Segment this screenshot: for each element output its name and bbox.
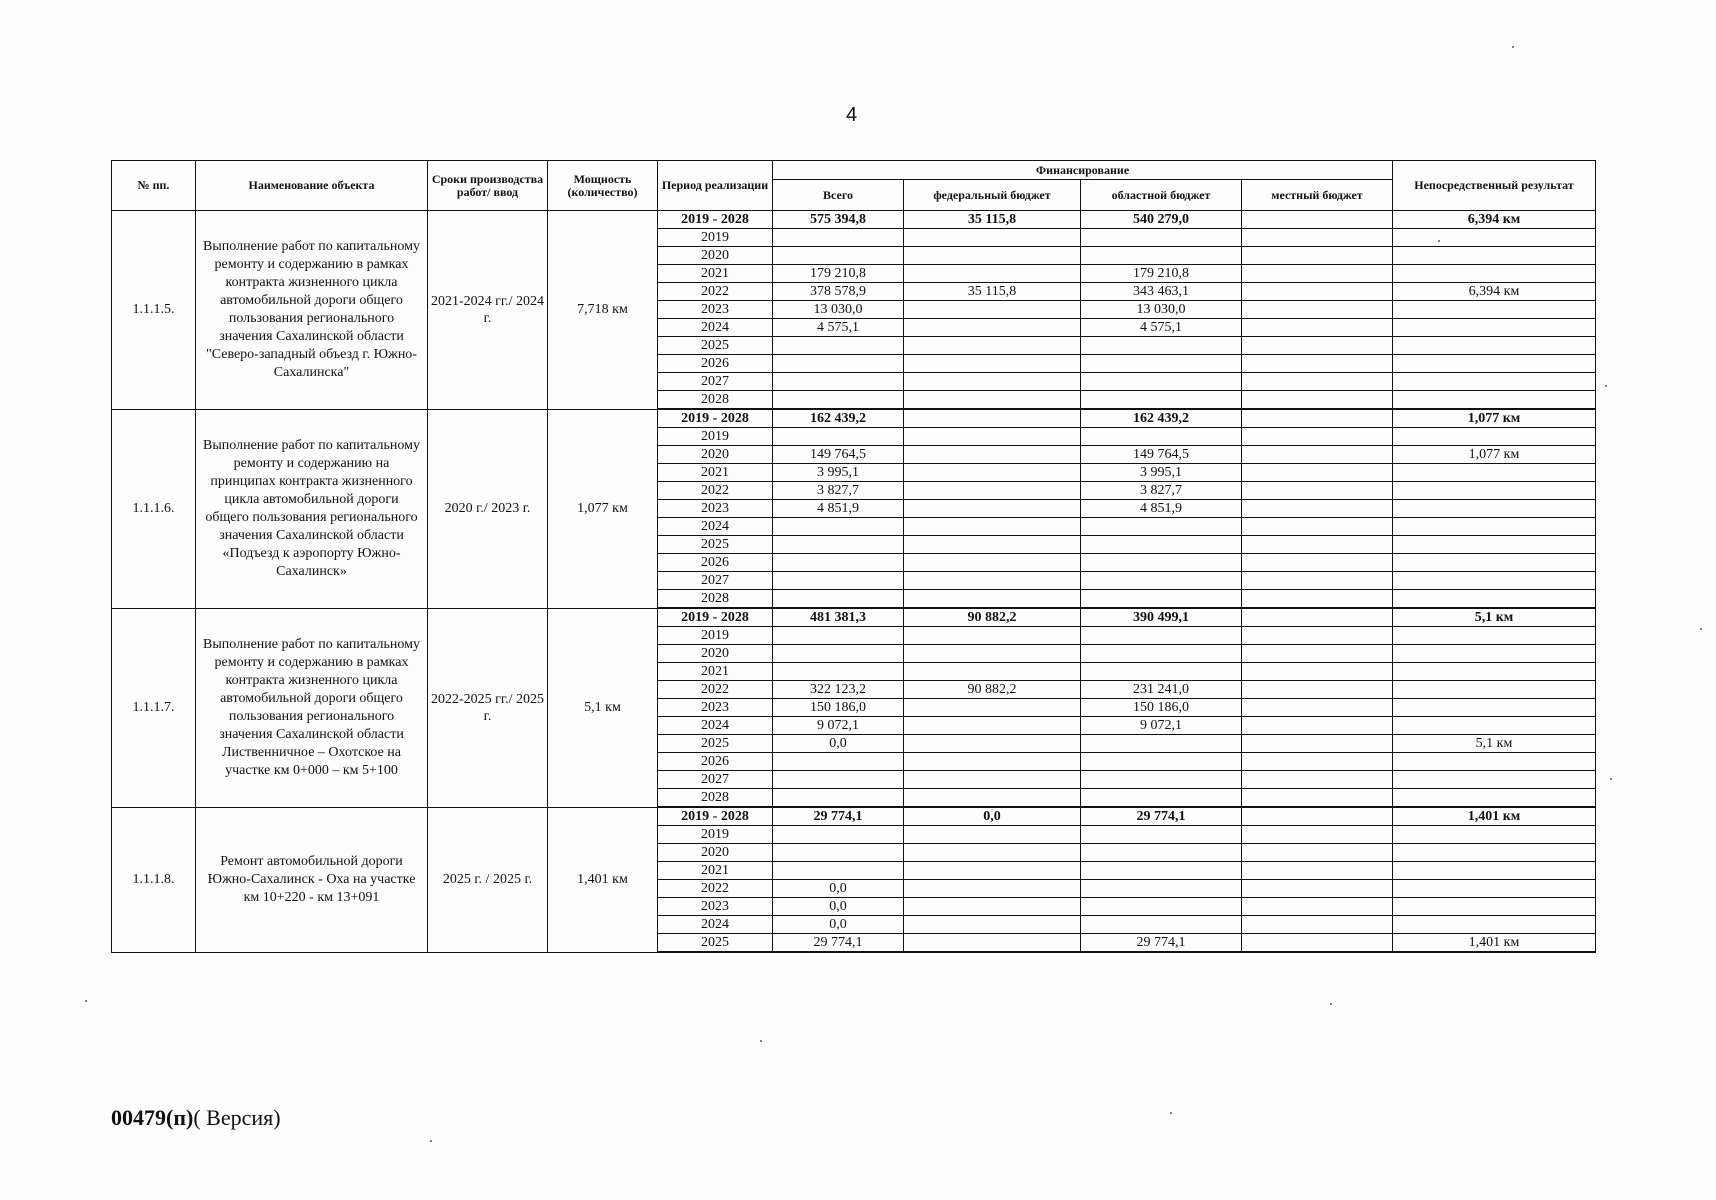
period-cell: 2019 - 2028: [658, 211, 773, 229]
regional-cell: 3 827,7: [1081, 482, 1242, 500]
local-cell: [1242, 934, 1393, 953]
regional-cell: [1081, 590, 1242, 609]
regional-cell: [1081, 355, 1242, 373]
result-cell: 5,1 км: [1393, 608, 1596, 627]
total-cell: [773, 663, 904, 681]
local-cell: [1242, 572, 1393, 590]
total-cell: [773, 572, 904, 590]
result-cell: [1393, 247, 1596, 265]
regional-cell: [1081, 771, 1242, 789]
header-period: Период реализации: [658, 161, 773, 211]
regional-cell: [1081, 916, 1242, 934]
local-cell: [1242, 247, 1393, 265]
header-name: Наименование объекта: [196, 161, 428, 211]
total-cell: [773, 337, 904, 355]
regional-cell: [1081, 554, 1242, 572]
local-cell: [1242, 753, 1393, 771]
object-number: 1.1.1.7.: [112, 608, 196, 807]
result-cell: [1393, 536, 1596, 554]
object-name: Выполнение работ по капитальному ремонту и содержанию в рамках контракта жизненного цикла автомобильной дороги общего пользования регионального значения Сахалинской области "Северо-западный объезд г. Южно-Сахалинска": [196, 211, 428, 410]
local-cell: [1242, 428, 1393, 446]
regional-cell: 179 210,8: [1081, 265, 1242, 283]
header-total: Всего: [773, 180, 904, 211]
regional-cell: [1081, 428, 1242, 446]
scan-speck: [1512, 46, 1514, 48]
period-cell: 2024: [658, 717, 773, 735]
total-cell: [773, 753, 904, 771]
result-cell: [1393, 229, 1596, 247]
result-cell: [1393, 500, 1596, 518]
regional-cell: [1081, 518, 1242, 536]
local-cell: [1242, 337, 1393, 355]
period-cell: 2020: [658, 645, 773, 663]
result-cell: 1,077 км: [1393, 409, 1596, 428]
total-cell: 150 186,0: [773, 699, 904, 717]
result-cell: [1393, 681, 1596, 699]
local-cell: [1242, 771, 1393, 789]
result-cell: [1393, 518, 1596, 536]
total-cell: 0,0: [773, 735, 904, 753]
result-cell: 6,394 км: [1393, 283, 1596, 301]
result-cell: [1393, 862, 1596, 880]
period-cell: 2021: [658, 464, 773, 482]
regional-cell: [1081, 572, 1242, 590]
scan-speck: [760, 1040, 762, 1042]
regional-cell: [1081, 229, 1242, 247]
total-cell: 0,0: [773, 916, 904, 934]
period-cell: 2024: [658, 518, 773, 536]
result-cell: [1393, 554, 1596, 572]
local-cell: [1242, 681, 1393, 699]
regional-cell: 150 186,0: [1081, 699, 1242, 717]
scan-speck: [1170, 1112, 1172, 1114]
header-result: Непосредственный результат: [1393, 161, 1596, 211]
federal-cell: [904, 247, 1081, 265]
total-cell: [773, 518, 904, 536]
federal-cell: [904, 717, 1081, 735]
result-cell: 1,401 км: [1393, 934, 1596, 953]
local-cell: [1242, 355, 1393, 373]
total-cell: 575 394,8: [773, 211, 904, 229]
regional-cell: 29 774,1: [1081, 807, 1242, 826]
document-id: [111, 1105, 281, 1131]
header-financing: Финансирование: [773, 161, 1393, 180]
federal-cell: 90 882,2: [904, 608, 1081, 627]
total-cell: 9 072,1: [773, 717, 904, 735]
object-terms: 2022-2025 гг./ 2025 г.: [428, 608, 548, 807]
result-cell: [1393, 916, 1596, 934]
total-cell: 4 851,9: [773, 500, 904, 518]
period-cell: 2028: [658, 590, 773, 609]
federal-cell: 35 115,8: [904, 283, 1081, 301]
period-cell: 2021: [658, 862, 773, 880]
page-number: 4: [846, 104, 858, 126]
federal-cell: [904, 572, 1081, 590]
local-cell: [1242, 590, 1393, 609]
scan-speck: [1700, 628, 1702, 630]
object-terms: 2020 г./ 2023 г.: [428, 409, 548, 608]
local-cell: [1242, 446, 1393, 464]
local-cell: [1242, 301, 1393, 319]
result-cell: [1393, 337, 1596, 355]
federal-cell: [904, 590, 1081, 609]
result-cell: [1393, 663, 1596, 681]
local-cell: [1242, 789, 1393, 808]
financing-table: [111, 160, 1596, 953]
scan-speck: [1605, 385, 1607, 387]
total-cell: 4 575,1: [773, 319, 904, 337]
period-cell: 2023: [658, 699, 773, 717]
period-cell: 2025: [658, 934, 773, 953]
regional-cell: 540 279,0: [1081, 211, 1242, 229]
regional-cell: 29 774,1: [1081, 934, 1242, 953]
federal-cell: [904, 735, 1081, 753]
local-cell: [1242, 373, 1393, 391]
federal-cell: [904, 518, 1081, 536]
local-cell: [1242, 844, 1393, 862]
local-cell: [1242, 645, 1393, 663]
federal-cell: [904, 627, 1081, 645]
regional-cell: 13 030,0: [1081, 301, 1242, 319]
object-number: 1.1.1.5.: [112, 211, 196, 410]
object-name: Ремонт автомобильной дороги Южно-Сахалинск - Оха на участке км 10+220 - км 13+091: [196, 807, 428, 952]
federal-cell: [904, 826, 1081, 844]
object-terms: 2021-2024 гг./ 2024 г.: [428, 211, 548, 410]
local-cell: [1242, 862, 1393, 880]
result-cell: [1393, 572, 1596, 590]
local-cell: [1242, 464, 1393, 482]
federal-cell: 35 115,8: [904, 211, 1081, 229]
regional-cell: 4 575,1: [1081, 319, 1242, 337]
federal-cell: [904, 645, 1081, 663]
period-cell: 2024: [658, 319, 773, 337]
scan-speck: [1610, 778, 1612, 780]
period-cell: 2020: [658, 446, 773, 464]
local-cell: [1242, 627, 1393, 645]
total-cell: [773, 554, 904, 572]
period-cell: 2019: [658, 229, 773, 247]
local-cell: [1242, 717, 1393, 735]
period-cell: 2022: [658, 482, 773, 500]
period-cell: 2023: [658, 301, 773, 319]
federal-cell: [904, 771, 1081, 789]
regional-cell: 3 995,1: [1081, 464, 1242, 482]
table-body: [112, 211, 1596, 953]
header-regional: областной бюджет: [1081, 180, 1242, 211]
total-cell: [773, 536, 904, 554]
federal-cell: [904, 844, 1081, 862]
local-cell: [1242, 880, 1393, 898]
period-cell: 2022: [658, 681, 773, 699]
table-row: [112, 807, 1596, 826]
total-cell: [773, 789, 904, 808]
local-cell: [1242, 229, 1393, 247]
local-cell: [1242, 826, 1393, 844]
object-capacity: 5,1 км: [548, 608, 658, 807]
period-cell: 2022: [658, 283, 773, 301]
table-row: [112, 211, 1596, 229]
result-cell: [1393, 265, 1596, 283]
local-cell: [1242, 807, 1393, 826]
period-cell: 2027: [658, 373, 773, 391]
regional-cell: 343 463,1: [1081, 283, 1242, 301]
period-cell: 2028: [658, 391, 773, 410]
federal-cell: [904, 373, 1081, 391]
result-cell: [1393, 373, 1596, 391]
local-cell: [1242, 211, 1393, 229]
total-cell: 29 774,1: [773, 934, 904, 953]
period-cell: 2019: [658, 428, 773, 446]
total-cell: 0,0: [773, 898, 904, 916]
object-capacity: 7,718 км: [548, 211, 658, 410]
total-cell: [773, 229, 904, 247]
federal-cell: [904, 536, 1081, 554]
total-cell: [773, 590, 904, 609]
result-cell: [1393, 771, 1596, 789]
result-cell: [1393, 717, 1596, 735]
document-id-code: 00479(п): [111, 1105, 194, 1130]
federal-cell: [904, 229, 1081, 247]
period-cell: 2020: [658, 844, 773, 862]
federal-cell: [904, 554, 1081, 572]
period-cell: 2019 - 2028: [658, 409, 773, 428]
federal-cell: [904, 663, 1081, 681]
result-cell: [1393, 391, 1596, 410]
regional-cell: [1081, 753, 1242, 771]
total-cell: [773, 247, 904, 265]
total-cell: 3 827,7: [773, 482, 904, 500]
header-local: местный бюджет: [1242, 180, 1393, 211]
total-cell: [773, 844, 904, 862]
result-cell: [1393, 826, 1596, 844]
header-terms: Сроки производства работ/ ввод: [428, 161, 548, 211]
document-version: ( Версия): [193, 1105, 281, 1130]
federal-cell: [904, 699, 1081, 717]
result-cell: [1393, 789, 1596, 808]
object-number: 1.1.1.8.: [112, 807, 196, 952]
period-cell: 2026: [658, 554, 773, 572]
federal-cell: [904, 500, 1081, 518]
period-cell: 2025: [658, 337, 773, 355]
federal-cell: [904, 464, 1081, 482]
federal-cell: [904, 880, 1081, 898]
total-cell: 0,0: [773, 880, 904, 898]
result-cell: [1393, 844, 1596, 862]
result-cell: [1393, 482, 1596, 500]
local-cell: [1242, 663, 1393, 681]
result-cell: 6,394 км: [1393, 211, 1596, 229]
regional-cell: [1081, 337, 1242, 355]
period-cell: 2026: [658, 355, 773, 373]
period-cell: 2026: [658, 753, 773, 771]
total-cell: [773, 771, 904, 789]
total-cell: 149 764,5: [773, 446, 904, 464]
total-cell: [773, 645, 904, 663]
period-cell: 2025: [658, 536, 773, 554]
period-cell: 2020: [658, 247, 773, 265]
federal-cell: [904, 409, 1081, 428]
federal-cell: [904, 391, 1081, 410]
local-cell: [1242, 500, 1393, 518]
total-cell: 179 210,8: [773, 265, 904, 283]
header-num: № пп.: [112, 161, 196, 211]
result-cell: 1,077 км: [1393, 446, 1596, 464]
total-cell: [773, 391, 904, 410]
federal-cell: [904, 789, 1081, 808]
period-cell: 2023: [658, 500, 773, 518]
federal-cell: [904, 337, 1081, 355]
local-cell: [1242, 319, 1393, 337]
period-cell: 2019 - 2028: [658, 807, 773, 826]
result-cell: [1393, 898, 1596, 916]
federal-cell: [904, 446, 1081, 464]
scan-speck: [1438, 240, 1440, 242]
regional-cell: 390 499,1: [1081, 608, 1242, 627]
regional-cell: [1081, 627, 1242, 645]
federal-cell: [904, 482, 1081, 500]
local-cell: [1242, 608, 1393, 627]
federal-cell: [904, 862, 1081, 880]
total-cell: [773, 862, 904, 880]
result-cell: [1393, 355, 1596, 373]
table-row: [112, 409, 1596, 428]
regional-cell: 149 764,5: [1081, 446, 1242, 464]
federal-cell: 0,0: [904, 807, 1081, 826]
federal-cell: 90 882,2: [904, 681, 1081, 699]
local-cell: [1242, 916, 1393, 934]
regional-cell: [1081, 735, 1242, 753]
object-capacity: 1,401 км: [548, 807, 658, 952]
period-cell: 2019: [658, 627, 773, 645]
federal-cell: [904, 355, 1081, 373]
total-cell: 29 774,1: [773, 807, 904, 826]
federal-cell: [904, 916, 1081, 934]
total-cell: 3 995,1: [773, 464, 904, 482]
header-federal: федеральный бюджет: [904, 180, 1081, 211]
regional-cell: [1081, 247, 1242, 265]
total-cell: 378 578,9: [773, 283, 904, 301]
result-cell: [1393, 699, 1596, 717]
scan-speck: [430, 1140, 432, 1142]
object-name: Выполнение работ по капитальному ремонту и содержанию в рамках контракта жизненного цикла автомобильной дороги общего пользования регионального значения Сахалинской области Лиственничное – Охотское на участке км 0+000 – км 5+100: [196, 608, 428, 807]
result-cell: [1393, 428, 1596, 446]
regional-cell: [1081, 373, 1242, 391]
period-cell: 2027: [658, 572, 773, 590]
total-cell: 322 123,2: [773, 681, 904, 699]
local-cell: [1242, 409, 1393, 428]
federal-cell: [904, 934, 1081, 953]
result-cell: [1393, 301, 1596, 319]
object-terms: 2025 г. / 2025 г.: [428, 807, 548, 952]
total-cell: [773, 627, 904, 645]
regional-cell: [1081, 862, 1242, 880]
period-cell: 2019: [658, 826, 773, 844]
period-cell: 2027: [658, 771, 773, 789]
period-cell: 2022: [658, 880, 773, 898]
object-capacity: 1,077 км: [548, 409, 658, 608]
period-cell: 2028: [658, 789, 773, 808]
scan-speck: [85, 1000, 87, 1002]
period-cell: 2021: [658, 265, 773, 283]
result-cell: [1393, 464, 1596, 482]
regional-cell: 231 241,0: [1081, 681, 1242, 699]
federal-cell: [904, 319, 1081, 337]
local-cell: [1242, 482, 1393, 500]
regional-cell: [1081, 645, 1242, 663]
local-cell: [1242, 699, 1393, 717]
period-cell: 2024: [658, 916, 773, 934]
total-cell: [773, 826, 904, 844]
result-cell: 1,401 км: [1393, 807, 1596, 826]
federal-cell: [904, 428, 1081, 446]
regional-cell: [1081, 789, 1242, 808]
result-cell: 5,1 км: [1393, 735, 1596, 753]
local-cell: [1242, 518, 1393, 536]
local-cell: [1242, 735, 1393, 753]
total-cell: 162 439,2: [773, 409, 904, 428]
regional-cell: [1081, 391, 1242, 410]
object-number: 1.1.1.6.: [112, 409, 196, 608]
local-cell: [1242, 898, 1393, 916]
period-cell: 2019 - 2028: [658, 608, 773, 627]
federal-cell: [904, 753, 1081, 771]
regional-cell: 162 439,2: [1081, 409, 1242, 428]
federal-cell: [904, 898, 1081, 916]
result-cell: [1393, 627, 1596, 645]
total-cell: 481 381,3: [773, 608, 904, 627]
object-name: Выполнение работ по капитальному ремонту и содержанию на принципах контракта жизненного цикла автомобильной дороги общего пользования регионального значения Сахалинской области «Подъезд к аэропорту Южно-Сахалинск»: [196, 409, 428, 608]
period-cell: 2025: [658, 735, 773, 753]
result-cell: [1393, 880, 1596, 898]
total-cell: 13 030,0: [773, 301, 904, 319]
result-cell: [1393, 753, 1596, 771]
result-cell: [1393, 645, 1596, 663]
regional-cell: 9 072,1: [1081, 717, 1242, 735]
period-cell: 2021: [658, 663, 773, 681]
federal-cell: [904, 265, 1081, 283]
federal-cell: [904, 301, 1081, 319]
local-cell: [1242, 536, 1393, 554]
local-cell: [1242, 283, 1393, 301]
regional-cell: [1081, 898, 1242, 916]
table-row: [112, 608, 1596, 627]
local-cell: [1242, 391, 1393, 410]
regional-cell: [1081, 536, 1242, 554]
regional-cell: [1081, 826, 1242, 844]
total-cell: [773, 428, 904, 446]
total-cell: [773, 373, 904, 391]
result-cell: [1393, 319, 1596, 337]
local-cell: [1242, 554, 1393, 572]
local-cell: [1242, 265, 1393, 283]
regional-cell: [1081, 844, 1242, 862]
regional-cell: [1081, 663, 1242, 681]
header-capacity: Мощность (количество): [548, 161, 658, 211]
result-cell: [1393, 590, 1596, 609]
regional-cell: 4 851,9: [1081, 500, 1242, 518]
regional-cell: [1081, 880, 1242, 898]
period-cell: 2023: [658, 898, 773, 916]
scan-speck: [1330, 1003, 1332, 1005]
total-cell: [773, 355, 904, 373]
